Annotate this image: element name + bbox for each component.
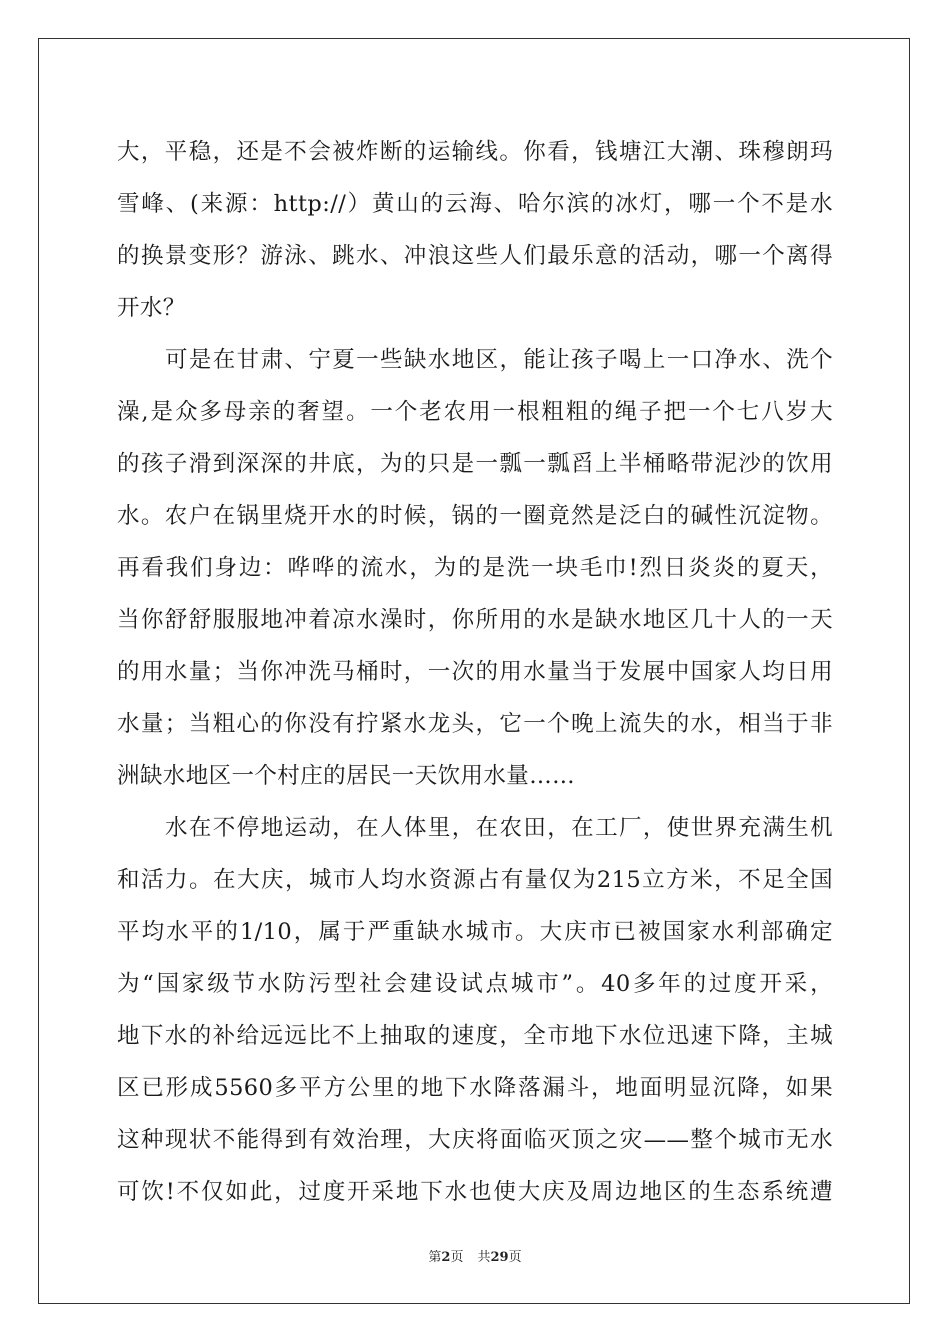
text-line: 地下水的补给远远比不上抽取的速度，全市地下水位迅速下降，主城 [117,1023,833,1049]
text-line: 为“国家级节水防污型社会建设试点城市”。40多年的过度开采， [117,971,833,997]
text-line: 这种现状不能得到有效治理，大庆将面临灭顶之灾——整个城市无水 [117,1127,833,1153]
page-label-prefix: 第 [428,1250,442,1265]
total-label-prefix: 共 [477,1250,491,1265]
text-line: 的孩子滑到深深的井底，为的只是一瓢一瓢舀上半桶略带泥沙的饮用 [117,451,833,477]
text-line: 的换景变形？游泳、跳水、冲浪这些人们最乐意的活动，哪一个离得 [117,243,833,269]
total-label-suffix: 页 [508,1250,522,1265]
paragraph-first-line: 水在不停地运动，在人体里，在农田，在工厂，使世界充满生机 [165,815,833,841]
page-footer [0,1246,950,1265]
total-pages: 29 [490,1250,509,1265]
text-line: 的用水量；当你冲洗马桶时，一次的用水量当于发展中国家人均日用 [117,659,833,685]
paragraph-first-line: 可是在甘肃、宁夏一些缺水地区，能让孩子喝上一口净水、洗个 [165,347,833,373]
text-line: 雪峰、(来源：http://）黄山的云海、哈尔滨的冰灯，哪一个不是水 [117,191,833,217]
text-line: 水量；当粗心的你没有拧紧水龙头，它一个晚上流失的水，相当于非 [117,711,833,737]
text-line: 可饮!不仅如此，过度开采地下水也使大庆及周边地区的生态系统遭 [117,1179,833,1205]
text-line: 澡,是众多母亲的奢望。一个老农用一根粗粗的绳子把一个七八岁大 [117,399,833,425]
body-text [117,126,833,1218]
text-line: 再看我们身边：哗哗的流水，为的是洗一块毛巾!烈日炎炎的夏天， [117,555,833,581]
text-line: 开水？ [117,295,186,321]
text-line: 水。农户在锅里烧开水的时候，锅的一圈竟然是泛白的碱性沉淀物。 [117,503,833,529]
text-line: 区已形成5560多平方公里的地下水降落漏斗，地面明显沉降，如果 [117,1075,833,1101]
text-line: 和活力。在大庆，城市人均水资源占有量仅为215立方米，不足全国 [117,867,833,893]
page-label-suffix: 页 [450,1250,464,1265]
text-line: 大，平稳，还是不会被炸断的运输线。你看，钱塘江大潮、珠穆朗玛 [117,139,833,165]
text-line: 当你舒舒服服地冲着凉水澡时，你所用的水是缺水地区几十人的一天 [117,607,833,633]
text-line: 平均水平的1/10，属于严重缺水城市。大庆市已被国家水利部确定 [117,919,833,945]
text-line: 洲缺水地区一个村庄的居民一天饮用水量…… [117,763,576,789]
page-number: 2 [441,1250,451,1265]
